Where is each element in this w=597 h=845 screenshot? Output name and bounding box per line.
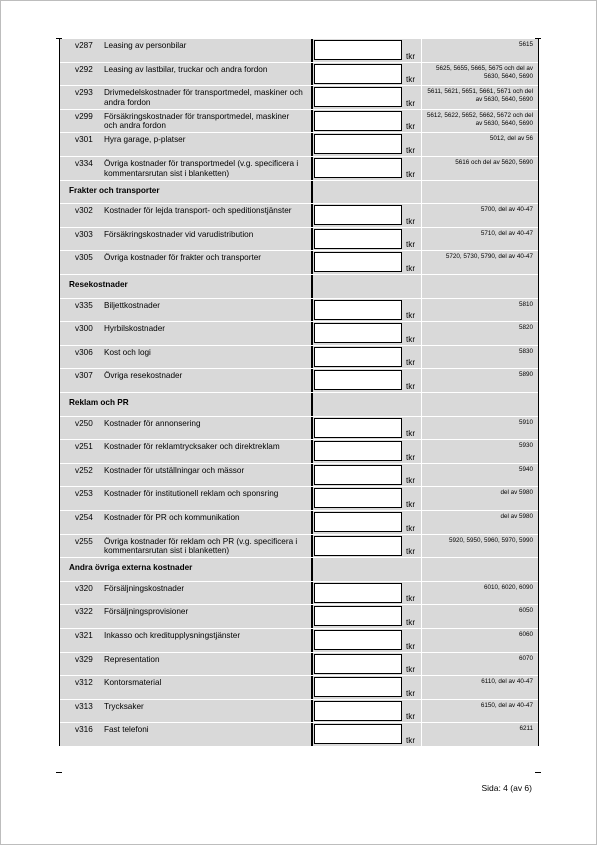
account-numbers: 5810 [518, 300, 533, 308]
variable-code: v303 [75, 229, 93, 239]
amount-input[interactable] [314, 300, 402, 320]
amount-input[interactable] [314, 606, 402, 626]
table-row [60, 321, 538, 345]
variable-code: v250 [75, 418, 93, 428]
amount-input[interactable] [314, 370, 402, 390]
account-numbers: 5820 [518, 324, 533, 332]
page-number: Sida: 4 (av 6) [481, 783, 532, 793]
row-label: Kostnader för lejda transport- och speditionstjänster [104, 206, 292, 216]
amount-input[interactable] [314, 252, 402, 272]
variable-code: v316 [75, 725, 93, 735]
table-row [60, 510, 538, 534]
amount-input[interactable] [314, 583, 402, 603]
amount-input[interactable] [314, 724, 402, 744]
amount-input[interactable] [314, 536, 402, 556]
unit-label: tkr [406, 641, 416, 651]
amount-input[interactable] [314, 465, 402, 485]
section-title: Resekostnader [69, 280, 128, 289]
table-row [60, 699, 538, 723]
account-numbers: 6150, del av 40-47 [480, 701, 533, 709]
row-label: Kostnader för PR och kommunikation [104, 513, 240, 522]
unit-label: tkr [406, 334, 416, 344]
account-numbers: 6060 [518, 631, 533, 638]
unit-label: tkr [406, 688, 416, 698]
row-label: Övriga resekostnader [104, 371, 183, 381]
account-numbers: 5710, del av 40-47 [480, 229, 533, 237]
expense-form-table [59, 38, 539, 746]
account-numbers: 5625, 5655, 5665, 5675 och del av 5630, 5640, 5690 [436, 64, 533, 80]
variable-code: v252 [75, 465, 93, 475]
amount-input[interactable] [314, 512, 402, 532]
row-label: Leasing av personbilar [104, 41, 187, 50]
amount-input[interactable] [314, 488, 402, 508]
unit-label: tkr [406, 523, 416, 533]
row-label: Leasing av lastbilar, truckar och andra fordon [104, 64, 268, 74]
account-numbers: 5910 [518, 418, 533, 426]
variable-code: v320 [75, 583, 93, 593]
row-label: Övriga kostnader för transportmedel (v.g. specificera i kommentarsrutan sist i blanketten) [104, 159, 299, 178]
amount-input[interactable] [314, 323, 402, 343]
variable-code: v300 [75, 324, 93, 334]
row-label: Övriga kostnader för reklam och PR (v.g. specificera i kommentarsrutan sist i blanketten) [104, 536, 298, 556]
account-numbers: 5930 [518, 442, 533, 450]
variable-code: v313 [75, 701, 93, 711]
account-numbers: 5615 [518, 41, 533, 48]
account-numbers: 6050 [518, 607, 533, 615]
row-label: Kontorsmaterial [104, 678, 162, 688]
amount-input[interactable] [314, 677, 402, 697]
account-numbers: 6010, 6020, 6090 [483, 583, 533, 591]
amount-input[interactable] [314, 630, 402, 650]
table-row [60, 652, 538, 676]
table-row [60, 534, 538, 558]
amount-input[interactable] [314, 205, 402, 225]
variable-code: v255 [75, 536, 93, 546]
unit-label: tkr [406, 429, 416, 439]
row-label: Inkasso och kreditupplysningstjänster [104, 631, 241, 640]
variable-code: v321 [75, 631, 93, 640]
table-row [60, 604, 538, 628]
row-label: Fast telefoni [104, 725, 149, 735]
row-label: Kost och logi [104, 347, 151, 357]
row-label: Trycksaker [104, 701, 144, 711]
section-header [60, 557, 538, 581]
table-row [60, 463, 538, 487]
account-numbers: 5611, 5621, 5651, 5661, 5671 och del av 5630, 5640, 5690 [427, 88, 533, 104]
amount-input[interactable] [314, 158, 402, 178]
amount-input[interactable] [314, 134, 402, 154]
table-row [60, 298, 538, 322]
table-row [60, 416, 538, 440]
table-row [60, 368, 538, 392]
table-row [60, 486, 538, 510]
frame-corner [535, 38, 541, 39]
table-row [60, 675, 538, 699]
row-label: Försäkringskostnader vid varudistribution [104, 229, 254, 239]
account-numbers: 5616 och del av 5620, 5690 [455, 159, 533, 166]
unit-label: tkr [406, 263, 416, 273]
table-row [60, 722, 538, 746]
row-label: Kostnader för annonsering [104, 418, 201, 428]
unit-label: tkr [406, 499, 416, 509]
variable-code: v254 [75, 513, 93, 522]
account-numbers: 6110, del av 40-47 [481, 678, 533, 686]
variable-code: v322 [75, 607, 93, 617]
row-label: Kostnader för institutionell reklam och sponsring [104, 489, 279, 499]
account-numbers: 5612, 5622, 5652, 5662, 5672 och del av 5630, 5640, 5690 [426, 111, 533, 127]
table-row [60, 109, 538, 133]
row-label: Kostnader för utställningar och mässor [104, 465, 245, 475]
variable-code: v251 [75, 442, 93, 452]
frame-corner [56, 38, 62, 39]
unit-label: tkr [406, 617, 416, 627]
account-numbers: 5830 [518, 347, 533, 355]
unit-label: tkr [406, 311, 416, 321]
account-numbers: 6211 [519, 725, 533, 733]
unit-label: tkr [406, 594, 416, 604]
unit-label: tkr [406, 735, 416, 745]
amount-input[interactable] [314, 418, 402, 438]
section-header [60, 392, 538, 416]
variable-code: v293 [75, 88, 93, 98]
account-numbers: 5920, 5950, 5960, 5970, 5990 [448, 536, 533, 544]
unit-label: tkr [406, 51, 416, 61]
variable-code: v292 [75, 64, 93, 74]
table-row [60, 203, 538, 227]
amount-input[interactable] [314, 64, 402, 84]
unit-label: tkr [406, 358, 416, 368]
variable-code: v335 [75, 300, 93, 310]
unit-label: tkr [406, 122, 416, 132]
section-header [60, 180, 538, 204]
account-numbers: 5720, 5730, 5790, del av 40-47 [445, 253, 533, 261]
section-title: Reklam och PR [69, 398, 129, 407]
amount-input[interactable] [314, 87, 402, 107]
variable-code: v253 [75, 489, 93, 499]
account-numbers: 5012, del av 56 [489, 135, 533, 143]
variable-code: v302 [75, 206, 93, 216]
unit-label: tkr [406, 476, 416, 486]
variable-code: v307 [75, 371, 93, 381]
unit-label: tkr [406, 98, 416, 108]
unit-label: tkr [406, 452, 416, 462]
unit-label: tkr [406, 216, 416, 226]
unit-label: tkr [406, 547, 416, 557]
row-label: Övriga kostnader för frakter och transporter [104, 253, 261, 263]
account-numbers: del av 5980 [500, 489, 533, 497]
row-label: Försäkringskostnader för transportmedel, maskiner och andra fordon [104, 111, 290, 131]
table-row [60, 345, 538, 369]
table-row [60, 581, 538, 605]
frame-corner [535, 772, 541, 773]
variable-code: v334 [75, 159, 93, 168]
row-label: Representation [104, 654, 160, 664]
account-numbers: del av 5980 [500, 513, 533, 520]
unit-label: tkr [406, 145, 416, 155]
frame-corner [56, 772, 62, 773]
amount-input[interactable] [314, 111, 402, 131]
account-numbers: 5940 [518, 465, 533, 473]
row-label: Drivmedelskostnader för transportmedel, maskiner och andra fordon [104, 88, 303, 107]
unit-label: tkr [406, 169, 416, 179]
row-label: Hyra garage, p-platser [104, 135, 186, 145]
amount-input[interactable] [314, 701, 402, 721]
amount-input[interactable] [314, 347, 402, 367]
table-row [60, 85, 538, 109]
section-title: Frakter och transporter [69, 185, 160, 195]
row-label: Försäljningsprovisioner [104, 607, 189, 617]
amount-input[interactable] [314, 40, 402, 60]
unit-label: tkr [406, 712, 416, 722]
unit-label: tkr [406, 240, 416, 250]
variable-code: v301 [75, 135, 93, 145]
table-row [60, 62, 538, 86]
row-label: Hyrbilskostnader [104, 324, 165, 334]
variable-code: v287 [75, 41, 93, 50]
amount-input[interactable] [314, 229, 402, 249]
table-row [60, 628, 538, 652]
amount-input[interactable] [314, 654, 402, 674]
unit-label: tkr [406, 381, 416, 391]
row-label: Biljettkostnader [104, 300, 160, 310]
variable-code: v305 [75, 253, 93, 263]
section-title: Andra övriga externa kostnader [69, 563, 193, 573]
table-row [60, 132, 538, 156]
table-row [60, 227, 538, 251]
table-row [60, 439, 538, 463]
variable-code: v329 [75, 654, 93, 664]
table-row [60, 156, 538, 180]
unit-label: tkr [406, 75, 416, 85]
account-numbers: 5890 [518, 371, 533, 379]
row-label: Försäljningskostnader [104, 583, 185, 593]
variable-code: v306 [75, 347, 93, 357]
table-row [60, 250, 538, 274]
variable-code: v299 [75, 111, 93, 121]
table-row [60, 38, 538, 62]
amount-input[interactable] [314, 441, 402, 461]
account-numbers: 6070 [518, 654, 533, 662]
section-header [60, 274, 538, 298]
row-label: Kostnader för reklamtrycksaker och direktreklam [104, 442, 280, 452]
variable-code: v312 [75, 678, 93, 688]
unit-label: tkr [406, 665, 416, 675]
account-numbers: 5700, del av 40-47 [480, 206, 533, 214]
